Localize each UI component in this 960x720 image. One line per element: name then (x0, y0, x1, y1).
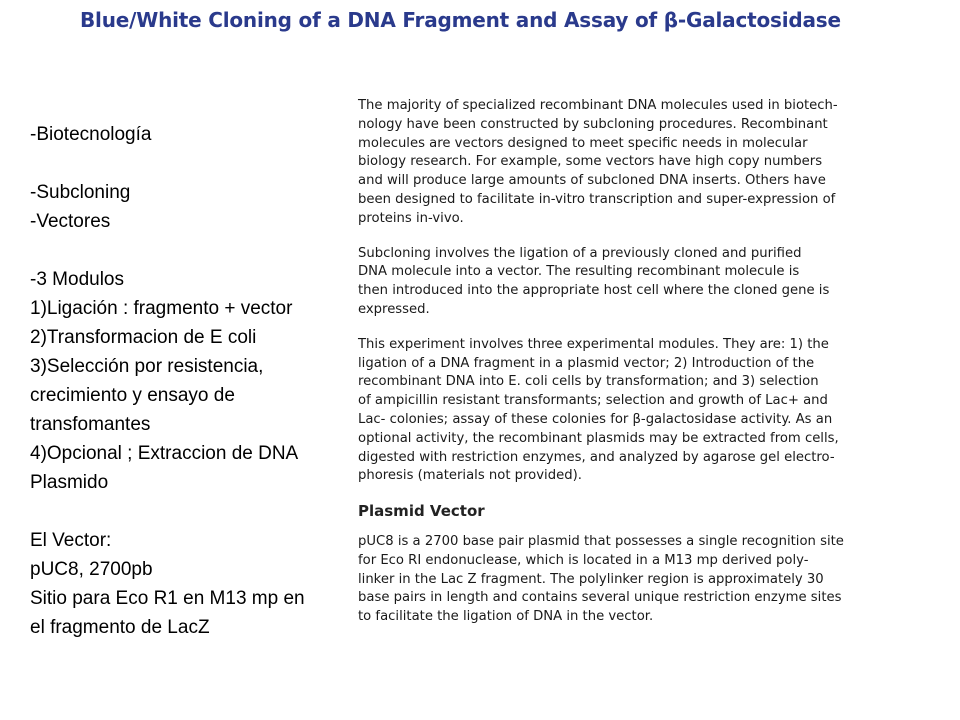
summary-line: -Vectores (30, 211, 111, 232)
summary-line: El Vector: (30, 530, 112, 551)
summary-line: transfomantes (30, 414, 151, 435)
summary-notes (30, 120, 350, 642)
paragraph-line: phoresis (materials not provided). (358, 468, 582, 484)
paragraph-line: then introduced into the appropriate host cell where the cloned gene is (358, 283, 830, 299)
summary-line: Sitio para Eco R1 en M13 mp en (30, 588, 305, 609)
paragraph-line: molecules are vectors designed to meet specific needs in molecular (358, 135, 808, 151)
summary-line: 4)Opcional ; Extraccion de DNA (30, 443, 299, 464)
paragraph-line: proteins in-vivo. (358, 210, 464, 226)
paragraph-line: Subcloning involves the ligation of a previously cloned and purified (358, 245, 802, 261)
body-paragraph (358, 336, 948, 486)
paragraph-line: ligation of a DNA fragment in a plasmid vector; 2) Introduction of the (358, 355, 815, 371)
blank-line (30, 149, 350, 178)
slide-title: Blue/White Cloning of a DNA Fragment and Assay of β-Galactosidase (80, 8, 841, 32)
paragraph-line: to facilitate the ligation of DNA in the vector. (358, 609, 654, 625)
summary-line: crecimiento y ensayo de (30, 385, 235, 406)
paragraph-line: recombinant DNA into E. coli cells by transformation; and 3) selection (358, 374, 819, 390)
summary-line: -Subcloning (30, 182, 131, 203)
body-paragraph (358, 245, 948, 320)
vector-paragraph (358, 533, 948, 627)
summary-line: pUC8, 2700pb (30, 559, 153, 580)
paragraph-line: linker in the Lac Z fragment. The polylinker region is approximately 30 (358, 571, 824, 587)
summary-line: 2)Transformacion de E coli (30, 327, 257, 348)
paragraph-line: digested with restriction enzymes, and analyzed by agarose gel electro- (358, 449, 835, 465)
paragraph-line: been designed to facilitate in-vitro transcription and super-expression of (358, 191, 836, 207)
section-heading: Plasmid Vector (358, 502, 485, 521)
paragraph-line: biology research. For example, some vectors have high copy numbers (358, 154, 823, 170)
paragraph-line: optional activity, the recombinant plasmids may be extracted from cells, (358, 430, 839, 446)
paragraph-line: and will produce large amounts of subcloned DNA inserts. Others have (358, 173, 826, 189)
paragraph-line: nology have been constructed by subcloning procedures. Recombinant (358, 116, 828, 132)
paragraph-line: DNA molecule into a vector. The resulting recombinant molecule is (358, 264, 800, 280)
blank-line (30, 497, 350, 526)
blank-line (30, 236, 350, 265)
summary-line: -Biotecnología (30, 124, 152, 145)
summary-line: el fragmento de LacZ (30, 617, 210, 638)
paragraph-line: for Eco RI endonuclease, which is located in a M13 mp derived poly- (358, 552, 809, 568)
paragraph-line: Lac- colonies; assay of these colonies for β-galactosidase activity. As an (358, 411, 833, 427)
excerpt-text (358, 97, 948, 643)
paragraph-line: of ampicillin resistant transformants; selection and growth of Lac+ and (358, 393, 828, 409)
paragraph-line: This experiment involves three experimental modules. They are: 1) the (358, 336, 829, 352)
summary-line: 1)Ligación : fragmento + vector (30, 298, 293, 319)
paragraph-line: pUC8 is a 2700 base pair plasmid that possesses a single recognition site (358, 533, 844, 549)
summary-line: -3 Modulos (30, 269, 124, 290)
paragraph-line: base pairs in length and contains several unique restriction enzyme sites (358, 590, 842, 606)
paragraph-line: expressed. (358, 301, 430, 317)
summary-line: Plasmido (30, 472, 109, 493)
paragraph-line: The majority of specialized recombinant DNA molecules used in biotech- (358, 98, 838, 113)
body-paragraph (358, 97, 948, 229)
summary-line: 3)Selección por resistencia, (30, 356, 264, 377)
